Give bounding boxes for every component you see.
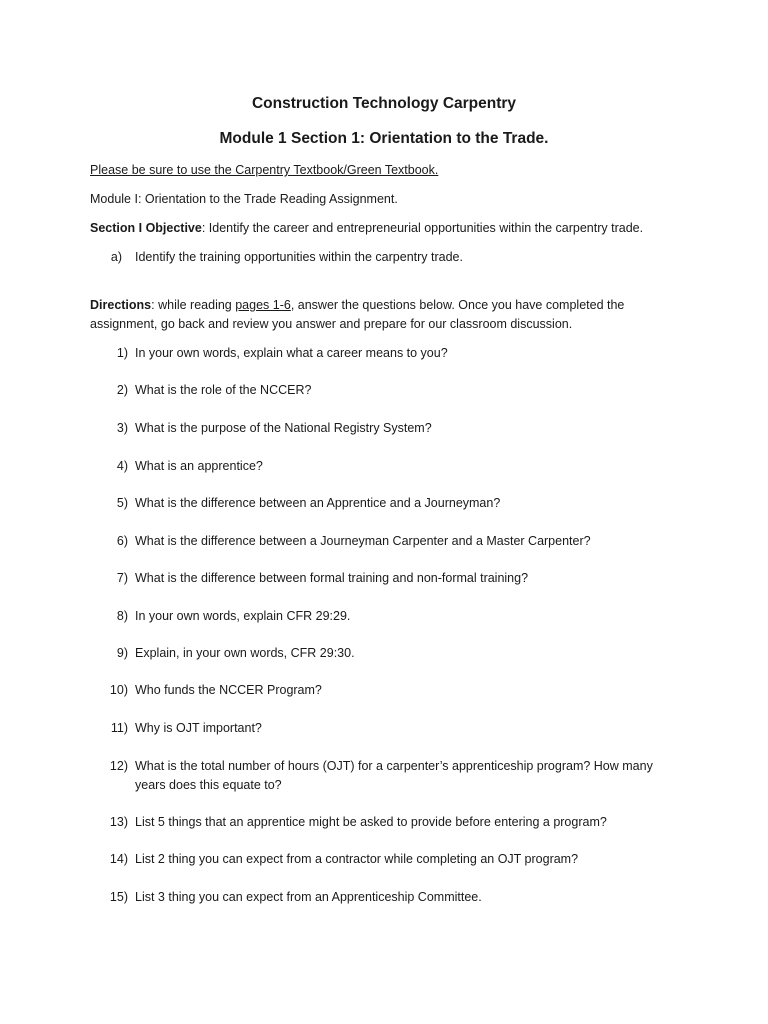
question-text: What is the purpose of the National Registry System? bbox=[135, 421, 432, 435]
question-number: 10) bbox=[109, 683, 128, 697]
question-number: 5) bbox=[116, 496, 128, 510]
question-text: List 3 thing you can expect from an Apprenticeship Committee. bbox=[135, 890, 482, 904]
objective-item-marker: a) bbox=[110, 250, 122, 264]
directions-text-cont: , answer the questions below. Once you have completed the bbox=[290, 298, 625, 312]
question-text: What is the difference between an Apprentice and a Journeyman? bbox=[135, 496, 501, 510]
question-number: 11) bbox=[110, 721, 128, 735]
directions-line-1 bbox=[90, 296, 690, 314]
question-text: List 5 things that an apprentice might be asked to provide before entering a program? bbox=[135, 815, 607, 829]
objective-item-text: Identify the training opportunities within the carpentry trade. bbox=[135, 250, 463, 264]
question-text: In your own words, explain what a career means to you? bbox=[135, 346, 448, 360]
question-text: List 2 thing you can expect from a contractor while completing an OJT program? bbox=[135, 852, 579, 866]
section-objective bbox=[90, 219, 690, 237]
question-number: 2) bbox=[116, 383, 128, 397]
question-text: What is the difference between a Journeyman Carpenter and a Master Carpenter? bbox=[135, 534, 591, 548]
objective-label: Section I Objective bbox=[90, 221, 202, 235]
question-text: Who funds the NCCER Program? bbox=[135, 683, 322, 697]
pages-link: pages 1-6 bbox=[235, 298, 291, 312]
question-number: 13) bbox=[109, 815, 128, 829]
question-text: In your own words, explain CFR 29:29. bbox=[135, 609, 351, 623]
question-number: 4) bbox=[116, 459, 128, 473]
objective-text: : Identify the career and entrepreneurial opportunities within the carpentry trade. bbox=[201, 221, 644, 235]
textbook-note: Please be sure to use the Carpentry Textbook/Green Textbook. bbox=[90, 163, 439, 177]
question-number: 1) bbox=[116, 346, 128, 360]
question-number: 14) bbox=[109, 852, 128, 866]
directions-line-2: assignment, go back and review you answer and prepare for our classroom discussion. bbox=[90, 317, 573, 331]
question-number: 8) bbox=[116, 609, 128, 623]
directions-text: : while reading bbox=[151, 298, 236, 312]
question-text: Why is OJT important? bbox=[135, 721, 262, 735]
question-number: 9) bbox=[116, 646, 128, 660]
question-text: What is the total number of hours (OJT) for a carpenter’s apprenticeship program? How many years does this equate to? bbox=[135, 759, 653, 792]
question-number: 6) bbox=[116, 534, 128, 548]
document-title: Construction Technology Carpentry bbox=[251, 95, 517, 112]
question-number: 7) bbox=[116, 571, 128, 585]
document-subtitle: Module 1 Section 1: Orientation to the Trade. bbox=[219, 130, 549, 147]
question-number: 15) bbox=[109, 890, 128, 904]
question-text: What is the difference between formal training and non-formal training? bbox=[135, 571, 529, 585]
question-number: 12) bbox=[109, 759, 128, 773]
directions-label: Directions bbox=[90, 298, 152, 312]
reading-assignment: Module I: Orientation to the Trade Reading Assignment. bbox=[90, 192, 398, 206]
question-text: What is an apprentice? bbox=[135, 459, 263, 473]
question-text: Explain, in your own words, CFR 29:30. bbox=[135, 646, 355, 660]
question-text: What is the role of the NCCER? bbox=[135, 383, 312, 397]
question-number: 3) bbox=[116, 421, 128, 435]
